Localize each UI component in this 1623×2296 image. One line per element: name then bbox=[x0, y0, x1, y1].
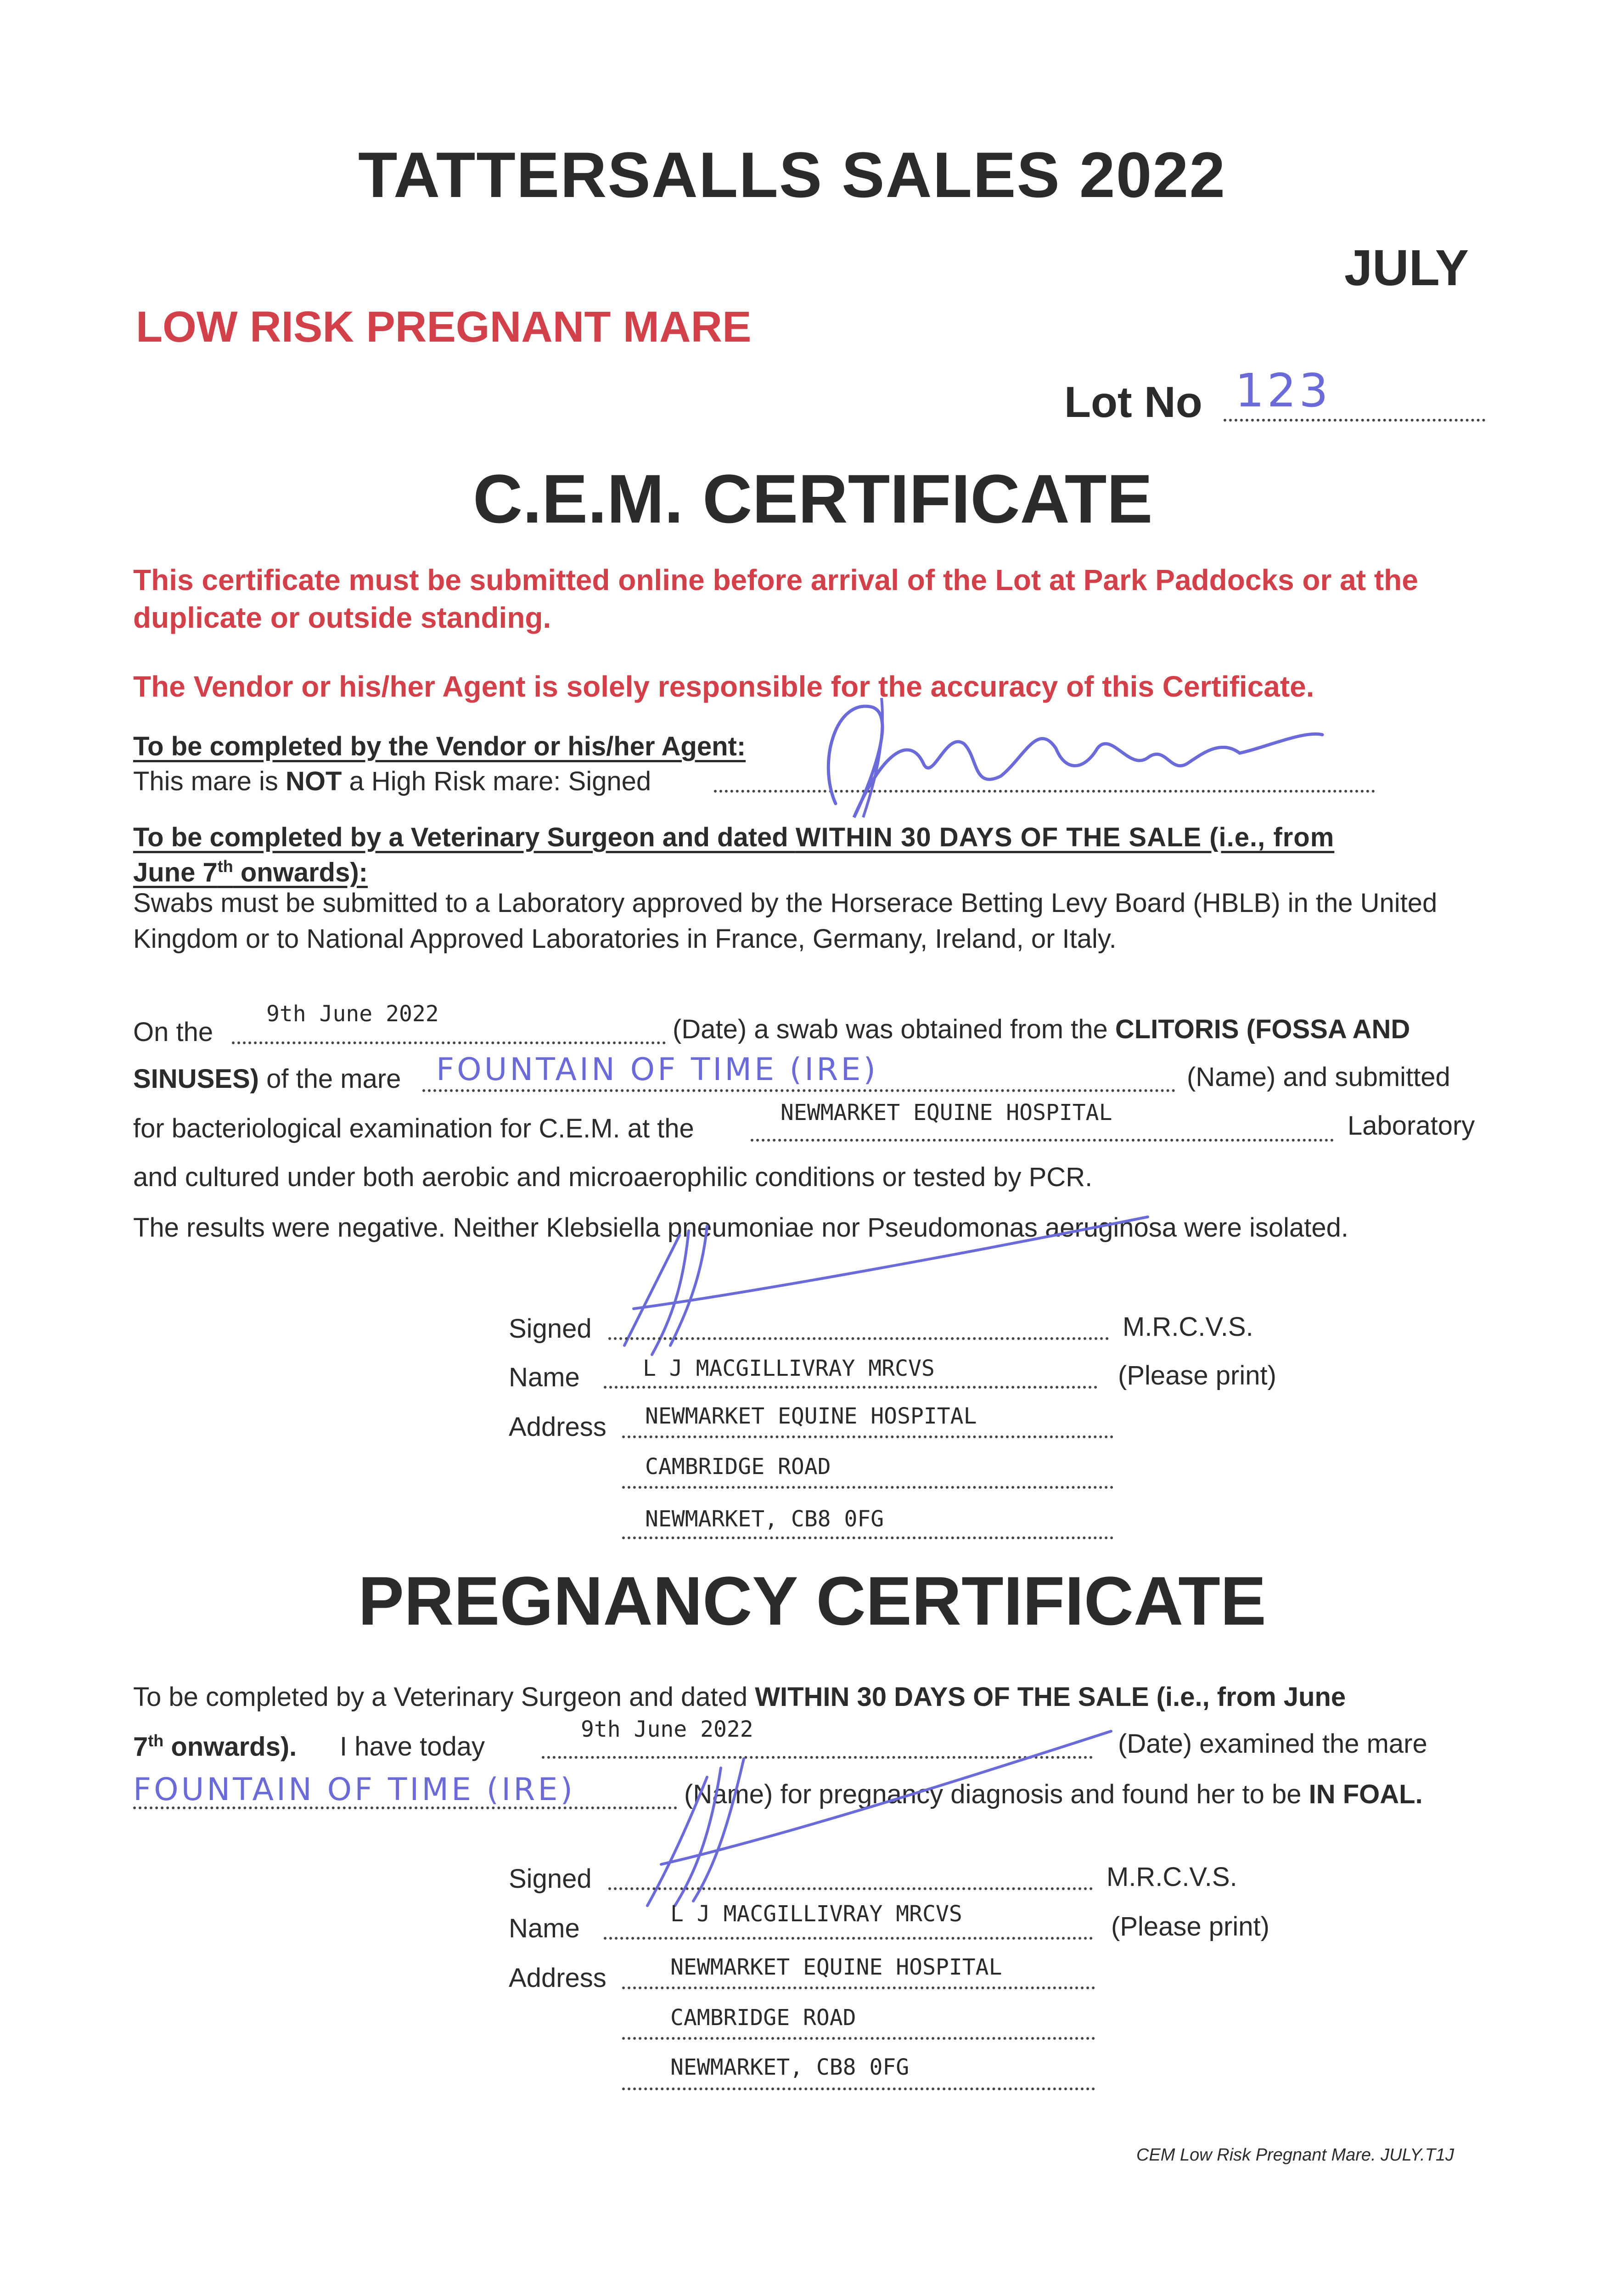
cem-address-label: Address bbox=[509, 1412, 607, 1442]
pregnancy-name-line[interactable] bbox=[604, 1937, 1093, 1940]
pregnancy-address-line-2[interactable] bbox=[622, 2037, 1095, 2040]
high-risk-statement bbox=[133, 766, 651, 797]
swab-date: 9th June 2022 bbox=[266, 1001, 439, 1027]
vet-heading-part-2: WITHIN 30 DAYS OF THE SALE (i.e., from bbox=[795, 822, 1335, 852]
sinuses-text: SINUSES) bbox=[133, 1064, 259, 1094]
vet-signature-pregnancy bbox=[606, 1717, 1157, 1910]
cem-signed-label: Signed bbox=[509, 1314, 592, 1344]
mare-name: FOUNTAIN OF TIME (IRE) bbox=[436, 1052, 879, 1088]
mare-name-line[interactable] bbox=[422, 1089, 1175, 1092]
cem-address-line-2[interactable] bbox=[622, 1486, 1113, 1489]
pregnancy-line-2 bbox=[133, 1731, 297, 1762]
name-submitted-text: (Name) and submitted bbox=[1187, 1062, 1450, 1092]
submission-notice: This certificate must be submitted online before arrival of the Lot at Park Paddocks or at the duplicate or outside standing. bbox=[133, 563, 1418, 634]
lot-number-line bbox=[1224, 419, 1485, 422]
pregnancy-have-today: I have today bbox=[340, 1732, 485, 1761]
laboratory-line[interactable] bbox=[751, 1139, 1334, 1142]
document-title: TATTERSALLS SALES 2022 bbox=[358, 139, 1226, 211]
pregnancy-address-3: NEWMARKET, CB8 0FG bbox=[670, 2054, 910, 2080]
bacteriological-text: for bacteriological examination for C.E.M. at the bbox=[133, 1114, 694, 1143]
pregnancy-mare-name: FOUNTAIN OF TIME (IRE) bbox=[133, 1772, 576, 1808]
pregnancy-date: 9th June 2022 bbox=[581, 1716, 753, 1742]
swab-obtained-part-1: (Date) a swab was obtained from the bbox=[673, 1014, 1115, 1044]
cem-please-print: (Please print) bbox=[1118, 1361, 1276, 1390]
laboratory-name: NEWMARKET EQUINE HOSPITAL bbox=[781, 1100, 1112, 1125]
vendor-signature bbox=[808, 680, 1350, 827]
clitoris-text: CLITORIS (FOSSA AND bbox=[1115, 1014, 1410, 1044]
of-the-mare-text: of the mare bbox=[258, 1064, 401, 1094]
pregnancy-line-2-sup: th bbox=[148, 1731, 164, 1750]
pregnancy-signed-line[interactable] bbox=[608, 1887, 1093, 1890]
pregnancy-line-2-onwards: onwards). bbox=[163, 1732, 297, 1762]
pregnancy-line-2-7: 7 bbox=[133, 1732, 148, 1762]
on-the-label: On the bbox=[133, 1017, 213, 1047]
pregnancy-address-line-3[interactable] bbox=[622, 2088, 1095, 2090]
swab-instructions: Swabs must be submitted to a Laboratory approved by the Horserace Betting Levy Board (HBLB) in the United Kingdom or to National Approved Laboratories in France, Germany, Ireland, or Italy. bbox=[133, 888, 1438, 954]
pregnancy-line-3-a: (Name) for pregnancy diagnosis and found her to be bbox=[684, 1779, 1309, 1809]
pregnancy-line-1-a: To be completed by a Veterinary Surgeon and dated bbox=[133, 1682, 755, 1712]
cem-address-line-1[interactable] bbox=[622, 1435, 1113, 1438]
pregnancy-name-label: Name bbox=[509, 1913, 580, 1943]
cem-name-line[interactable] bbox=[604, 1386, 1097, 1389]
pregnancy-examined-text: (Date) examined the mare bbox=[1118, 1729, 1427, 1759]
high-risk-not: NOT bbox=[285, 766, 342, 796]
responsibility-notice: The Vendor or his/her Agent is solely responsible for the accuracy of this Certificate. bbox=[133, 670, 1314, 703]
pregnancy-address-2: CAMBRIDGE ROAD bbox=[670, 2005, 856, 2031]
results-text: The results were negative. Neither Klebsiella pneumoniae nor Pseudomonas aeruginosa were isolated. bbox=[133, 1213, 1348, 1243]
mare-category: LOW RISK PREGNANT MARE bbox=[136, 303, 752, 351]
cem-name-label: Name bbox=[509, 1362, 580, 1392]
high-risk-post: a High Risk mare: Signed bbox=[342, 766, 651, 796]
pregnancy-address-line-1[interactable] bbox=[622, 1986, 1095, 1989]
pregnancy-line-1 bbox=[133, 1682, 1346, 1712]
sale-month: JULY bbox=[1344, 240, 1469, 296]
laboratory-label: Laboratory bbox=[1348, 1111, 1475, 1141]
lot-number: 123 bbox=[1235, 364, 1331, 417]
cem-mrcvs-label: M.R.C.V.S. bbox=[1123, 1312, 1253, 1342]
vendor-section-heading: To be completed by the Vendor or his/her Agent: bbox=[133, 732, 746, 761]
cem-address-line-3[interactable] bbox=[622, 1536, 1113, 1539]
cem-address-3: NEWMARKET, CB8 0FG bbox=[645, 1506, 884, 1532]
vet-heading-sup: th bbox=[217, 857, 233, 876]
mare-line bbox=[133, 1064, 401, 1094]
cem-address-1: NEWMARKET EQUINE HOSPITAL bbox=[645, 1403, 977, 1429]
cem-address-2: CAMBRIDGE ROAD bbox=[645, 1454, 831, 1480]
pregnancy-please-print: (Please print) bbox=[1111, 1912, 1269, 1941]
pregnancy-line-1-b: WITHIN 30 DAYS OF THE SALE (i.e., from June bbox=[755, 1682, 1346, 1712]
vet-signature-cem bbox=[597, 1208, 1194, 1359]
form-code: CEM Low Risk Pregnant Mare. JULY.T1J bbox=[1136, 2145, 1455, 2165]
vet-heading-part-1: To be completed by a Veterinary Surgeon and dated bbox=[133, 822, 796, 852]
cem-heading: C.E.M. CERTIFICATE bbox=[473, 460, 1153, 537]
cem-signed-line[interactable] bbox=[608, 1337, 1109, 1340]
vet-section-heading bbox=[133, 822, 1334, 853]
pregnancy-mrcvs-label: M.R.C.V.S. bbox=[1106, 1862, 1237, 1892]
pregnancy-address-label: Address bbox=[509, 1963, 607, 1993]
cem-vet-name: L J MACGILLIVRAY MRCVS bbox=[643, 1356, 935, 1381]
swab-date-line[interactable] bbox=[232, 1041, 666, 1044]
cultured-text: and cultured under both aerobic and microaerophilic conditions or tested by PCR. bbox=[133, 1162, 1093, 1192]
pregnancy-address-1: NEWMARKET EQUINE HOSPITAL bbox=[670, 1954, 1002, 1980]
pregnancy-vet-name: L J MACGILLIVRAY MRCVS bbox=[670, 1901, 962, 1927]
swab-obtained-text bbox=[673, 1014, 1410, 1045]
vet-heading-june: June 7 bbox=[133, 857, 218, 888]
high-risk-pre: This mare is bbox=[133, 766, 286, 796]
vet-section-heading-2 bbox=[133, 857, 368, 888]
in-foal-text: IN FOAL. bbox=[1309, 1779, 1423, 1809]
pregnancy-signed-label: Signed bbox=[509, 1864, 592, 1894]
lot-label: Lot No bbox=[1064, 378, 1202, 427]
vet-heading-onwards: onwards): bbox=[233, 857, 368, 888]
pregnancy-heading: PREGNANCY CERTIFICATE bbox=[358, 1562, 1266, 1639]
